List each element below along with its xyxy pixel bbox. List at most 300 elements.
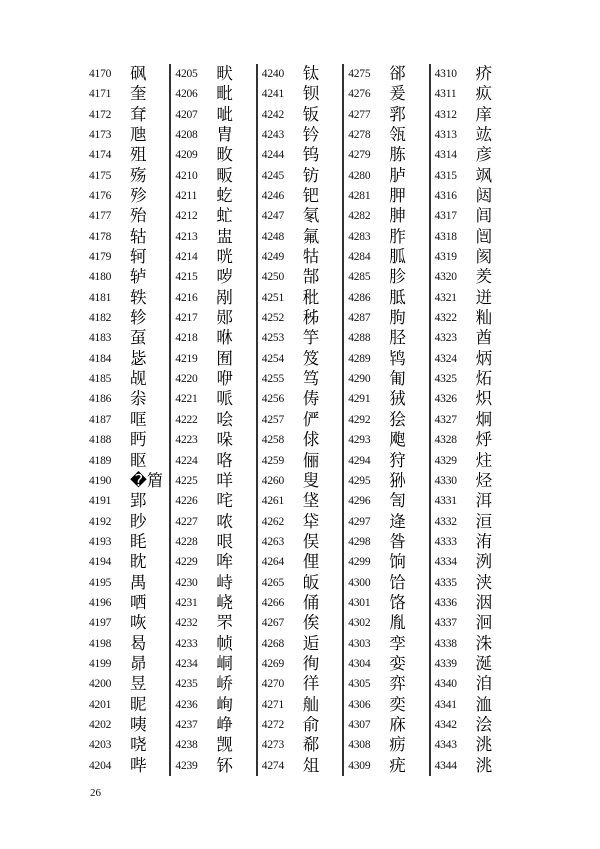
table-row [259, 491, 345, 514]
table-row [432, 227, 518, 250]
page-number: 26 [90, 787, 101, 799]
entry-character: 竑 [475, 125, 493, 145]
entry-number: 4202 [89, 718, 112, 731]
table-row [172, 735, 258, 758]
table-row [345, 145, 431, 168]
entry-number: 4196 [89, 596, 112, 609]
entry-number: 4264 [261, 556, 284, 569]
entry-character: 爰 [389, 84, 406, 104]
entry-number: 4213 [175, 230, 198, 243]
entry-number: 4197 [89, 617, 112, 630]
table-row [86, 593, 172, 616]
entry-character: 眇 [130, 511, 147, 531]
table-row [172, 206, 258, 229]
table-row [172, 267, 258, 290]
table-row [345, 735, 431, 758]
table-row [259, 247, 345, 270]
table-row [345, 247, 431, 270]
entry-number: 4327 [434, 413, 457, 426]
table-row [86, 471, 172, 494]
entry-number: 4332 [434, 515, 457, 528]
entry-number: 4312 [434, 108, 457, 121]
entry-number: 4208 [175, 129, 198, 142]
entry-character: 哔 [130, 755, 147, 775]
entry-number: 4267 [261, 617, 284, 630]
entry-character: 瓴 [389, 125, 406, 145]
entry-character: 匍 [389, 369, 406, 389]
entry-character: 洹 [475, 511, 493, 531]
entry-number: 4228 [175, 535, 198, 548]
entry-character: 炽 [475, 389, 493, 409]
entry-character: 闿 [475, 226, 493, 246]
entry-character: 垡 [302, 491, 320, 511]
entry-character: 咯 [216, 450, 233, 470]
entry-character: 洫 [475, 694, 493, 714]
entry-number: 4187 [89, 413, 112, 426]
entry-number: 4303 [348, 637, 371, 650]
table-row [86, 573, 172, 596]
table-row [172, 430, 258, 453]
entry-character: 哕 [216, 267, 233, 287]
entry-character: 炯 [475, 409, 493, 429]
entry-character: 盅 [216, 226, 233, 246]
table-row [86, 552, 172, 575]
entry-character: 昝 [389, 531, 406, 551]
table-row [259, 593, 345, 616]
entry-number: 4295 [348, 474, 371, 487]
entry-character: 呲 [216, 104, 233, 124]
table-row [86, 288, 172, 311]
entry-character: 哐 [130, 409, 147, 429]
table-row [172, 512, 258, 535]
table-row [86, 369, 172, 392]
table-row [345, 451, 431, 474]
entry-number: 4239 [175, 759, 198, 772]
entry-character: 胂 [389, 206, 406, 226]
entry-character: 毗 [216, 84, 233, 104]
table-row [86, 186, 172, 209]
table-row [432, 451, 518, 474]
table-row [259, 634, 345, 657]
entry-character: 笃 [302, 369, 320, 389]
entry-character: 氡 [302, 206, 320, 226]
entry-number: 4260 [261, 474, 284, 487]
entry-number: 4323 [434, 332, 457, 345]
entry-character: 狨 [389, 389, 406, 409]
table-row [86, 145, 172, 168]
entry-character: 洄 [475, 613, 493, 633]
entry-number: 4298 [348, 535, 371, 548]
entry-number: 4205 [175, 68, 198, 80]
table-row [259, 674, 345, 697]
table-row [86, 349, 172, 372]
entry-character: 觊 [216, 735, 233, 755]
entry-number: 4201 [89, 698, 112, 711]
entry-character: 郜 [302, 267, 320, 287]
entry-number: 4190 [89, 474, 112, 487]
entry-number: 4271 [261, 698, 284, 711]
entry-number: 4193 [89, 535, 112, 548]
entry-character: 钣 [302, 104, 320, 124]
table-row [259, 145, 345, 168]
entry-number: 4286 [348, 291, 371, 304]
table-row [345, 430, 431, 453]
table-row [259, 532, 345, 555]
entry-character: 眊 [130, 531, 147, 551]
entry-number: 4301 [348, 596, 371, 609]
entry-number: 4233 [175, 637, 198, 650]
entry-number: 4310 [434, 68, 457, 80]
entry-character: 哂 [130, 592, 147, 612]
entry-number: 4238 [175, 739, 198, 752]
entry-character: 徉 [302, 674, 320, 694]
entry-number: 4273 [261, 739, 284, 752]
entry-number: 4261 [261, 495, 284, 508]
entry-character: 昴 [130, 653, 147, 673]
entry-number: 4183 [89, 332, 112, 345]
table-row [259, 430, 345, 453]
entry-character: 哌 [216, 389, 233, 409]
entry-number: 4318 [434, 230, 457, 243]
table-row [259, 166, 345, 189]
table-row [345, 125, 431, 148]
entry-character: 牮 [302, 511, 320, 531]
entry-character: 昱 [130, 674, 147, 694]
entry-character: 钯 [302, 186, 320, 206]
entry-number: 4320 [434, 271, 457, 284]
entry-number: 4211 [175, 190, 198, 203]
table-row [172, 573, 258, 596]
table-row [345, 206, 431, 229]
entry-number: 4229 [175, 556, 198, 569]
table-row [172, 369, 258, 392]
entry-number: 4280 [348, 169, 371, 182]
entry-number: 4192 [89, 515, 112, 528]
entry-character: 阂 [475, 247, 493, 267]
entry-number: 4319 [434, 251, 457, 264]
entry-number: 4240 [261, 68, 284, 80]
entry-character: 洙 [475, 633, 493, 653]
entry-character: 眈 [130, 552, 147, 572]
entry-character: 殄 [130, 186, 147, 206]
table-column-3 [259, 64, 345, 776]
entry-character: 耷 [130, 104, 147, 124]
entry-number: 4331 [434, 495, 457, 508]
entry-number: 4293 [348, 434, 371, 447]
entry-character: 毖 [130, 348, 147, 368]
table-column-1 [86, 64, 172, 776]
entry-character: 虻 [216, 206, 233, 226]
table-row [259, 308, 345, 331]
table-row [432, 288, 518, 311]
entry-character: 觇 [130, 369, 147, 389]
entry-number: 4219 [175, 352, 198, 365]
table-row [172, 349, 258, 372]
table-row [259, 84, 345, 107]
entry-number: 4237 [175, 718, 198, 731]
entry-number: 4200 [89, 678, 112, 691]
entry-number: 4289 [348, 352, 371, 365]
entry-number: 4186 [89, 393, 112, 406]
entry-character: 虼 [216, 186, 233, 206]
entry-character: 秕 [302, 287, 320, 307]
entry-number: 4268 [261, 637, 284, 650]
entry-number: 4333 [434, 535, 457, 548]
entry-character: 饹 [389, 592, 406, 612]
entry-character: 俅 [302, 430, 320, 450]
entry-character: 舢 [302, 694, 320, 714]
entry-number: 4227 [175, 515, 198, 528]
entry-number: 4266 [261, 596, 284, 609]
entry-character: 弈 [389, 674, 406, 694]
entry-number: 4337 [434, 617, 457, 630]
table-row [345, 166, 431, 189]
table-row [345, 532, 431, 555]
table-row [432, 573, 518, 596]
entry-number: 4188 [89, 434, 112, 447]
table-row [172, 593, 258, 616]
entry-character: 眄 [130, 430, 147, 450]
table-row [345, 593, 431, 616]
entry-character: 钚 [216, 755, 233, 775]
entry-number: 4317 [434, 210, 457, 223]
entry-character: 剐 [216, 287, 233, 307]
entry-character: 禺 [130, 572, 147, 592]
entry-character: 钫 [302, 165, 320, 185]
entry-character: 庠 [475, 104, 493, 124]
entry-character: 逅 [302, 633, 320, 653]
entry-number: 4277 [348, 108, 371, 121]
table-row [259, 349, 345, 372]
entry-character: 郗 [302, 735, 320, 755]
table-row [172, 145, 258, 168]
table-row [432, 634, 518, 657]
entry-character: 炳 [475, 348, 493, 368]
table-row [259, 471, 345, 494]
table-row [86, 84, 172, 107]
table-row [432, 532, 518, 555]
table-row [345, 328, 431, 351]
entry-number: 4270 [261, 678, 284, 691]
entry-character: 咦 [130, 714, 147, 734]
entry-character: 俚 [302, 552, 320, 572]
table-row [345, 227, 431, 250]
table-row [86, 247, 172, 270]
table-row [345, 613, 431, 636]
entry-number: 4255 [261, 373, 284, 386]
entry-character: 咻 [216, 328, 233, 348]
entry-number: 4284 [348, 251, 371, 264]
table-row [432, 674, 518, 697]
entry-number: 4174 [89, 149, 112, 162]
table-row [432, 308, 518, 331]
entry-number: 4305 [348, 678, 371, 691]
entry-number: 4195 [89, 576, 112, 589]
table-row [432, 491, 518, 514]
entry-number: 4221 [175, 393, 198, 406]
entry-character: 囿 [216, 348, 233, 368]
entry-number: 4245 [261, 169, 284, 182]
table-row [345, 715, 431, 738]
entry-number: 4328 [434, 434, 457, 447]
entry-number: 4194 [89, 556, 112, 569]
entry-number: 4279 [348, 149, 371, 162]
entry-character: 俨 [302, 409, 320, 429]
entry-number: 4171 [89, 88, 112, 101]
entry-character: 郢 [130, 491, 147, 511]
entry-character: 胛 [389, 186, 406, 206]
entry-character: 訇 [389, 491, 406, 511]
entry-character: 胗 [389, 267, 406, 287]
entry-number: 4177 [89, 210, 112, 223]
table-row [86, 328, 172, 351]
table-row [172, 288, 258, 311]
table-row [259, 105, 345, 128]
table-row [172, 247, 258, 270]
table-row [259, 227, 345, 250]
table-row [259, 573, 345, 596]
entry-number: 4308 [348, 739, 371, 752]
entry-character: 饸 [389, 572, 406, 592]
table-row [345, 512, 431, 535]
table-row [86, 166, 172, 189]
table-row [172, 471, 258, 494]
entry-character: 朐 [389, 308, 406, 328]
entry-character: 胄 [216, 125, 233, 145]
entry-number: 4215 [175, 271, 198, 284]
entry-character: 俦 [302, 389, 320, 409]
entry-number: 4214 [175, 251, 198, 264]
table-row [172, 491, 258, 514]
table-row [259, 328, 345, 351]
table-row [172, 756, 258, 779]
entry-character: 胙 [389, 226, 406, 246]
entry-character: 烃 [475, 470, 493, 490]
table-row [259, 389, 345, 412]
entry-character: 砜 [130, 64, 147, 83]
entry-character: 钨 [302, 145, 320, 165]
entry-character: 胝 [389, 287, 406, 307]
entry-number: 4307 [348, 718, 371, 731]
entry-character: 昵 [130, 694, 147, 714]
entry-number: 4297 [348, 515, 371, 528]
entry-character: 咿 [216, 369, 233, 389]
entry-character: 虿 [130, 328, 147, 348]
entry-number: 4315 [434, 169, 457, 182]
entry-character: 秭 [302, 308, 320, 328]
entry-number: 4272 [261, 718, 284, 731]
entry-number: 4218 [175, 332, 198, 345]
table-row [172, 125, 258, 148]
table-row [172, 227, 258, 250]
entry-number: 4235 [175, 678, 198, 691]
entry-character: 洇 [475, 592, 493, 612]
entry-number: 4220 [175, 373, 198, 386]
entry-character: 殂 [130, 145, 147, 165]
entry-character: 俞 [302, 714, 320, 734]
entry-number: 4299 [348, 556, 371, 569]
entry-number: 4173 [89, 129, 112, 142]
table-row [172, 308, 258, 331]
table-row [86, 125, 172, 148]
entry-character: 轳 [130, 267, 147, 287]
table-row [86, 227, 172, 250]
entry-number: 4179 [89, 251, 112, 264]
entry-character: 咩 [216, 470, 233, 490]
entry-character: 酋 [475, 328, 493, 348]
entry-character: 浍 [475, 714, 493, 734]
table-row [432, 125, 518, 148]
table-row [86, 389, 172, 412]
table-row [86, 430, 172, 453]
table-row [432, 105, 518, 128]
entry-character: 畋 [216, 145, 233, 165]
entry-character: 逄 [389, 511, 406, 531]
table-row [259, 512, 345, 535]
entry-character: 竽 [302, 328, 320, 348]
entry-character: 皈 [302, 572, 320, 592]
entry-number: 4185 [89, 373, 112, 386]
table-row [432, 552, 518, 575]
entry-number: 4258 [261, 434, 284, 447]
table-row [172, 451, 258, 474]
entry-number: 4184 [89, 352, 112, 365]
entry-number: 4253 [261, 332, 284, 345]
table-row [86, 532, 172, 555]
entry-number: 4336 [434, 596, 457, 609]
table-row [432, 145, 518, 168]
table-row [86, 735, 172, 758]
entry-character: 郧 [216, 308, 233, 328]
table-row [86, 695, 172, 718]
table-row [345, 389, 431, 412]
table-row [259, 206, 345, 229]
entry-number: 4322 [434, 312, 457, 325]
entry-number: 4207 [175, 108, 198, 121]
entry-number: 4335 [434, 576, 457, 589]
entry-number: 4234 [175, 657, 198, 670]
entry-number: 4309 [348, 759, 371, 772]
entry-character: 轲 [130, 247, 147, 267]
entry-character: 峙 [216, 572, 233, 592]
entry-number: 4316 [434, 190, 457, 203]
table-row [345, 288, 431, 311]
entry-character: 娈 [389, 653, 406, 673]
table-row [259, 125, 345, 148]
entry-number: 4339 [434, 657, 457, 670]
entry-number: 4180 [89, 271, 112, 284]
table-row [172, 532, 258, 555]
table-row [432, 512, 518, 535]
entry-number: 4285 [348, 271, 371, 284]
entry-character: 奕 [389, 694, 406, 714]
entry-number: 4247 [261, 210, 284, 223]
entry-number: 4306 [348, 698, 371, 711]
table-row [86, 634, 172, 657]
table-row [86, 206, 172, 229]
table-row [172, 634, 258, 657]
entry-number: 4222 [175, 413, 198, 426]
table-row [86, 451, 172, 474]
entry-character: 咴 [130, 613, 147, 633]
entry-number: 4294 [348, 454, 371, 467]
column-divider [342, 64, 344, 776]
table-row [172, 166, 258, 189]
table-row [345, 491, 431, 514]
entry-character: 峤 [216, 674, 233, 694]
table-row [345, 267, 431, 290]
entry-number: 4181 [89, 291, 112, 304]
